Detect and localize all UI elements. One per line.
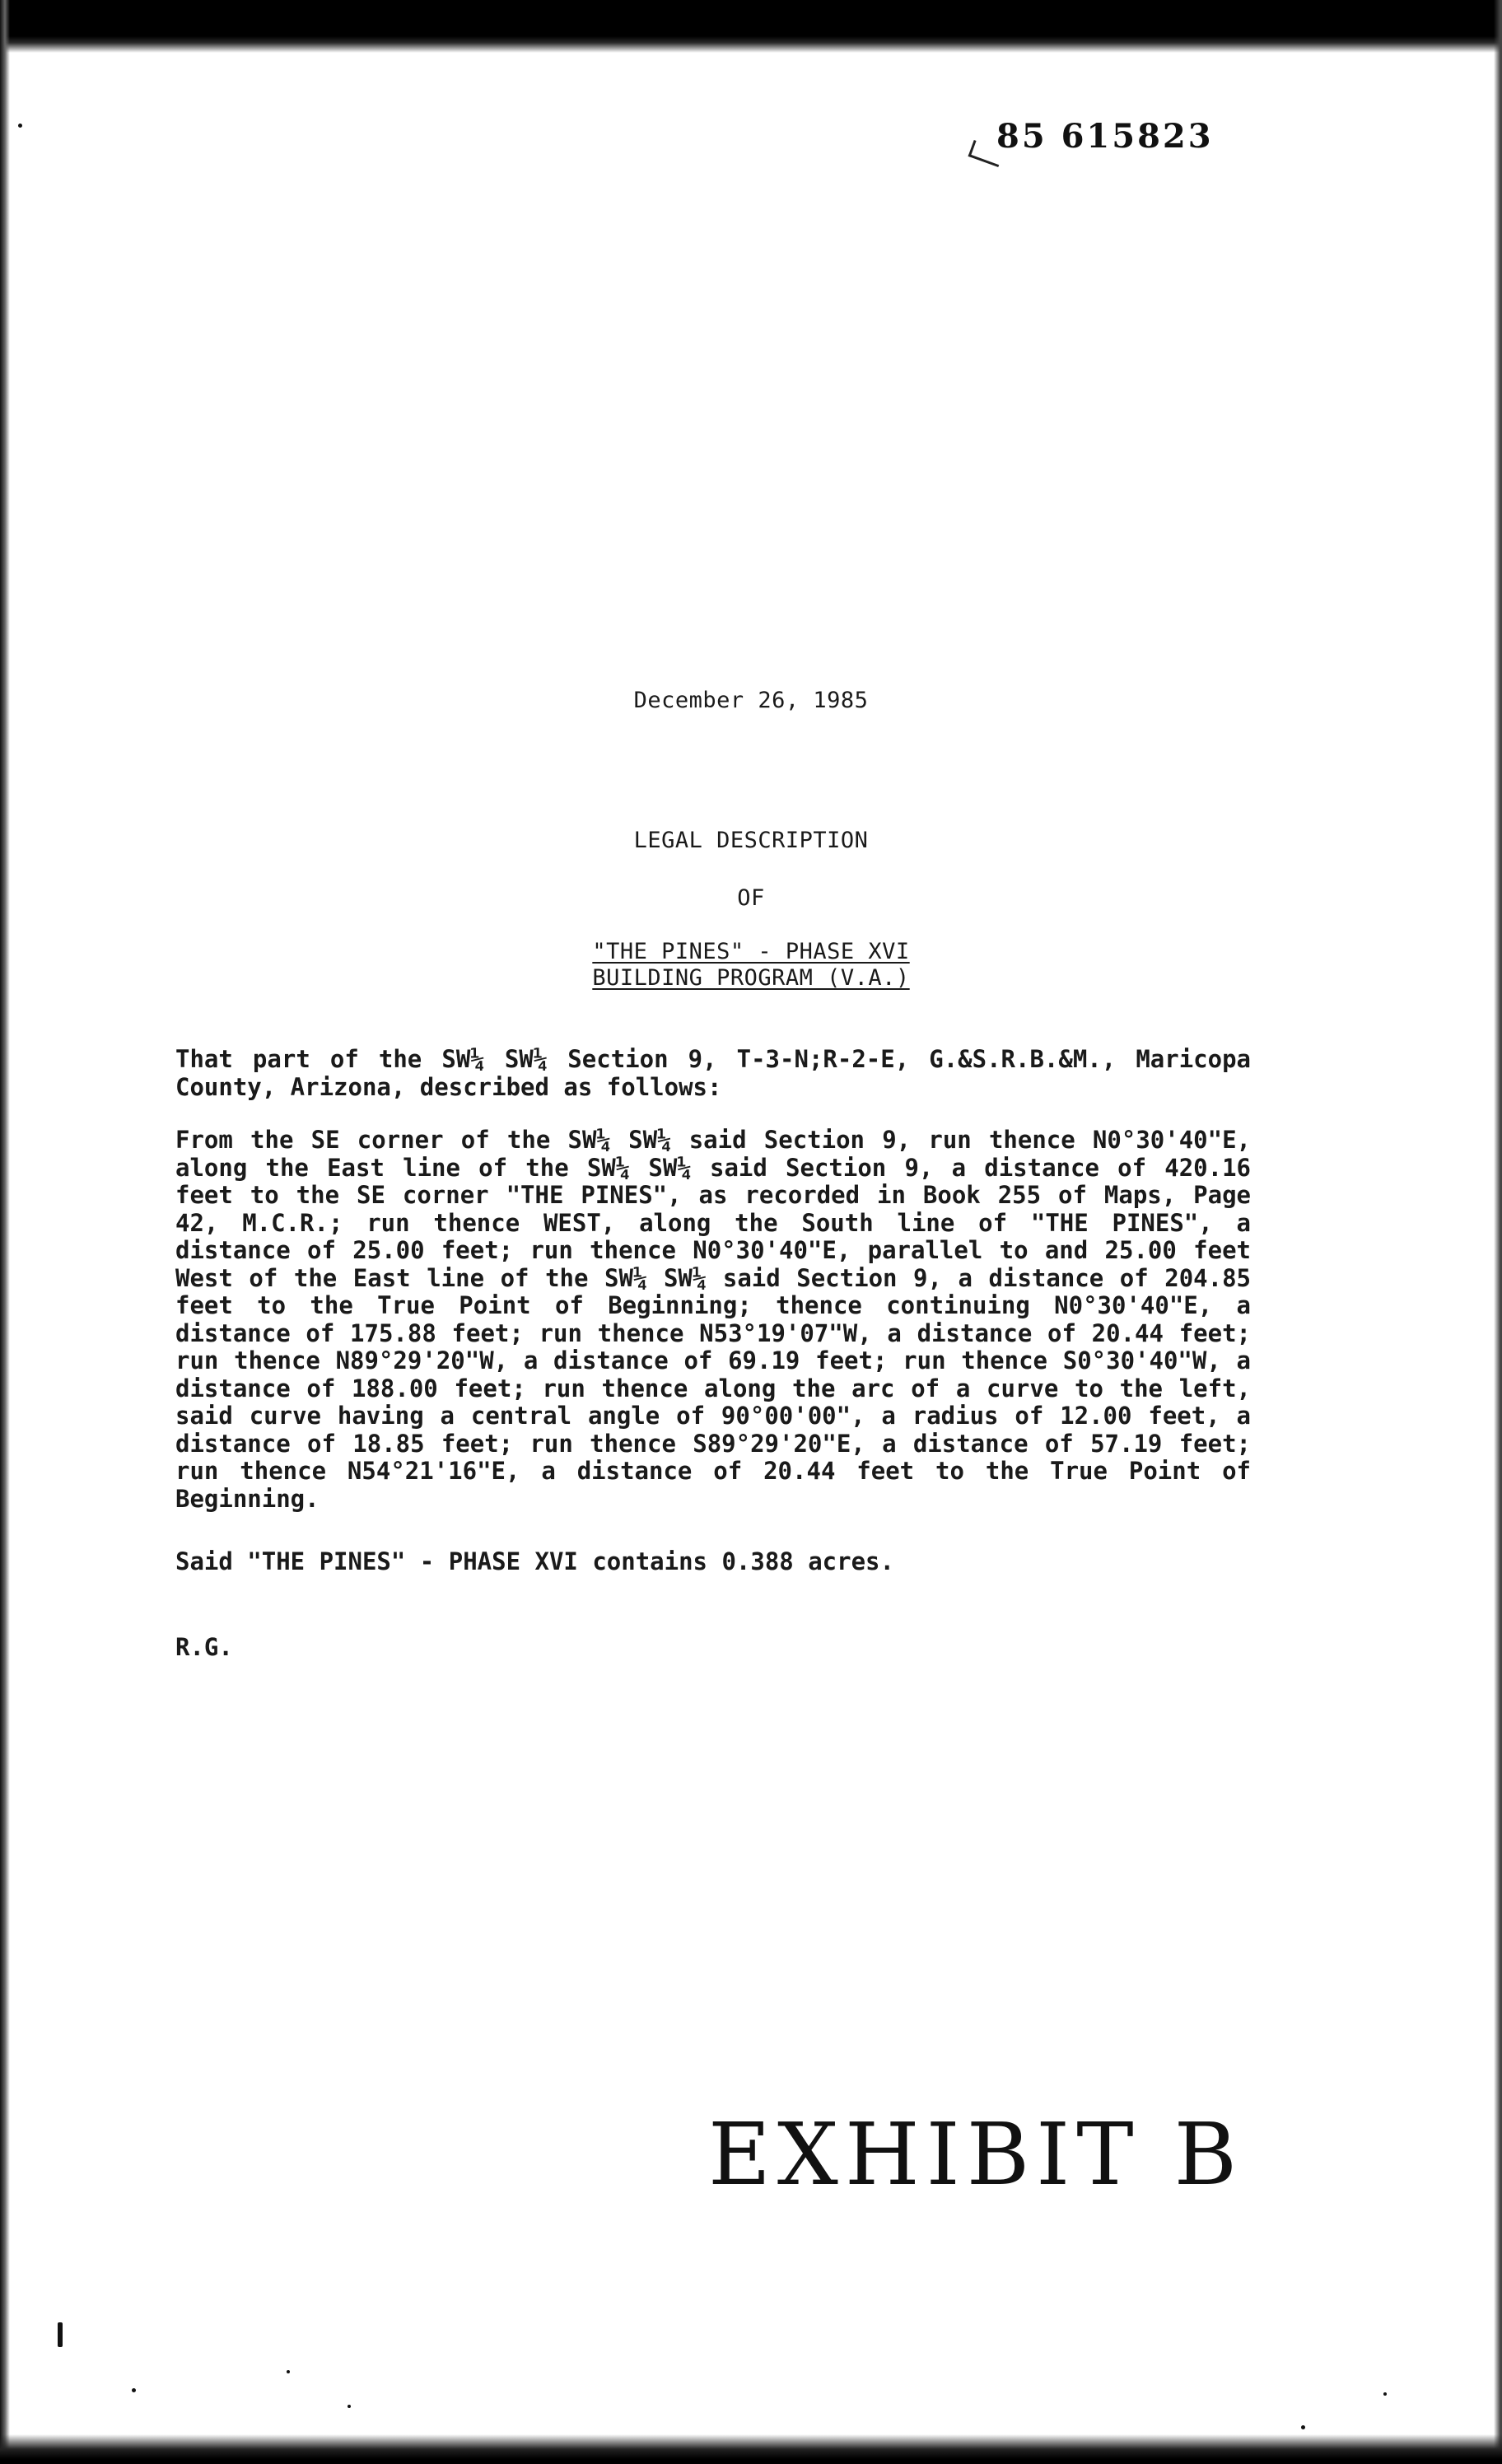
scan-speck [58, 2322, 63, 2347]
scan-speck [18, 124, 22, 128]
scan-speck [348, 2405, 351, 2408]
acreage-paragraph: Said "THE PINES" - PHASE XVI contains 0.388 acres. [175, 1547, 894, 1575]
scan-speck [1383, 2392, 1387, 2396]
recording-number: 85 615823 [996, 117, 1214, 156]
scan-border-bottom [0, 2434, 1502, 2464]
scan-border-top [0, 0, 1502, 53]
scan-border-left [0, 0, 10, 2464]
title-line-4: BUILDING PROGRAM (V.A.) [592, 965, 910, 991]
scan-speck [1301, 2425, 1305, 2429]
scan-speck [287, 2370, 290, 2373]
title-line-2: OF [737, 885, 765, 911]
legal-description-paragraph: From the SE corner of the SW¼ SW¼ said Section 9, run thence N0°30'40"E, along the East line of the SW¼ SW¼ said Section 9, a distance of 420.16 feet to the SE corner "THE PINES", as recorded in Book 255 of Maps, Page 42, M.C.R.; run thence WEST, along the South line of "THE PINES", a distance of 25.00 feet; run thence N0°30'40"E, parallel to and 25.00 feet West of the East line of the SW¼ SW¼ said Section 9, a distance of 204.85 feet to the True Point of Beginning; thence continuing N0°30'40"E, a distance of 175.88 feet; run thence N53°19'07"W, a distance of 20.44 feet; run thence N89°29'20"W, a distance of 69.19 feet; run thence S0°30'40"W, a distance of 188.00 feet; run thence along the arc of a curve to the left, said curve having a central angle of 90°00'00", a radius of 12.00 feet, a distance of 18.85 feet; run thence S89°29'20"E, a distance of 57.19 feet; run thence N54°21'16"E, a distance of 20.44 feet to the True Point of Beginning. [175, 1126, 1251, 1513]
scan-speck [132, 2388, 136, 2392]
intro-paragraph: That part of the SW¼ SW¼ Section 9, T-3-N;R-2-E, G.&S.R.B.&M., Maricopa County, Arizona, described as follows: [175, 1045, 1251, 1101]
title-line-1: LEGAL DESCRIPTION [633, 828, 869, 853]
exhibit-stamp: EXHIBIT B [708, 2104, 1244, 2205]
scan-border-right [1494, 0, 1502, 2464]
author-initials: R.G. [175, 1633, 233, 1661]
title-line-3: "THE PINES" - PHASE XVI [592, 939, 910, 964]
document-date: December 26, 1985 [633, 688, 869, 713]
